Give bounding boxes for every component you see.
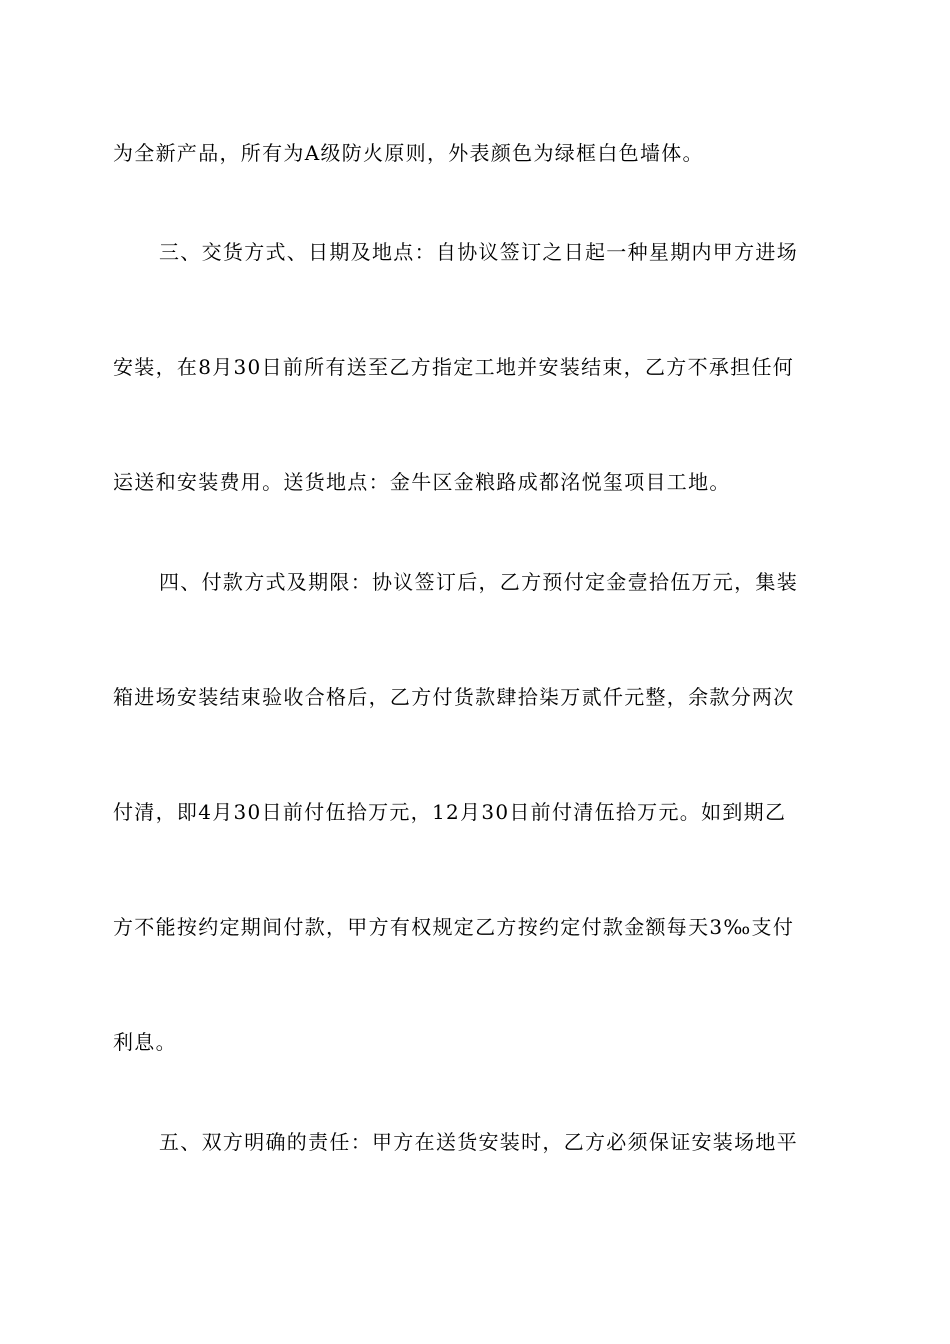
section-four-heading-line: 四、付款方式及期限：协议签订后，乙方预付定金壹拾伍万元，集装 [159,570,798,594]
paragraph-line-6: 箱进场安装结束验收合格后，乙方付货款肆拾柒万贰仟元整，余款分两次 [113,685,795,709]
section-five-heading-line: 五、双方明确的责任：甲方在送货安装时，乙方必须保证安装场地平 [159,1130,798,1154]
paragraph-line-9: 利息。 [113,1030,177,1054]
paragraph-line-8: 方不能按约定期间付款，甲方有权规定乙方按约定付款金额每天3‰支付 [113,915,795,939]
paragraph-line-7: 付清，即4月30日前付伍拾万元，12月30日前付清伍拾万元。如到期乙 [113,800,787,824]
paragraph-line-1: 为全新产品，所有为A级防火原则，外表颜色为绿框白色墙体。 [113,141,704,165]
paragraph-line-4: 运送和安装费用。送货地点：金牛区金粮路成都洺悦玺项目工地。 [113,470,731,494]
section-three-heading-line: 三、交货方式、日期及地点：自协议签订之日起一种星期内甲方进场 [159,240,798,264]
paragraph-line-3: 安装，在8月30日前所有送至乙方指定工地并安装结束，乙方不承担任何 [113,355,795,379]
